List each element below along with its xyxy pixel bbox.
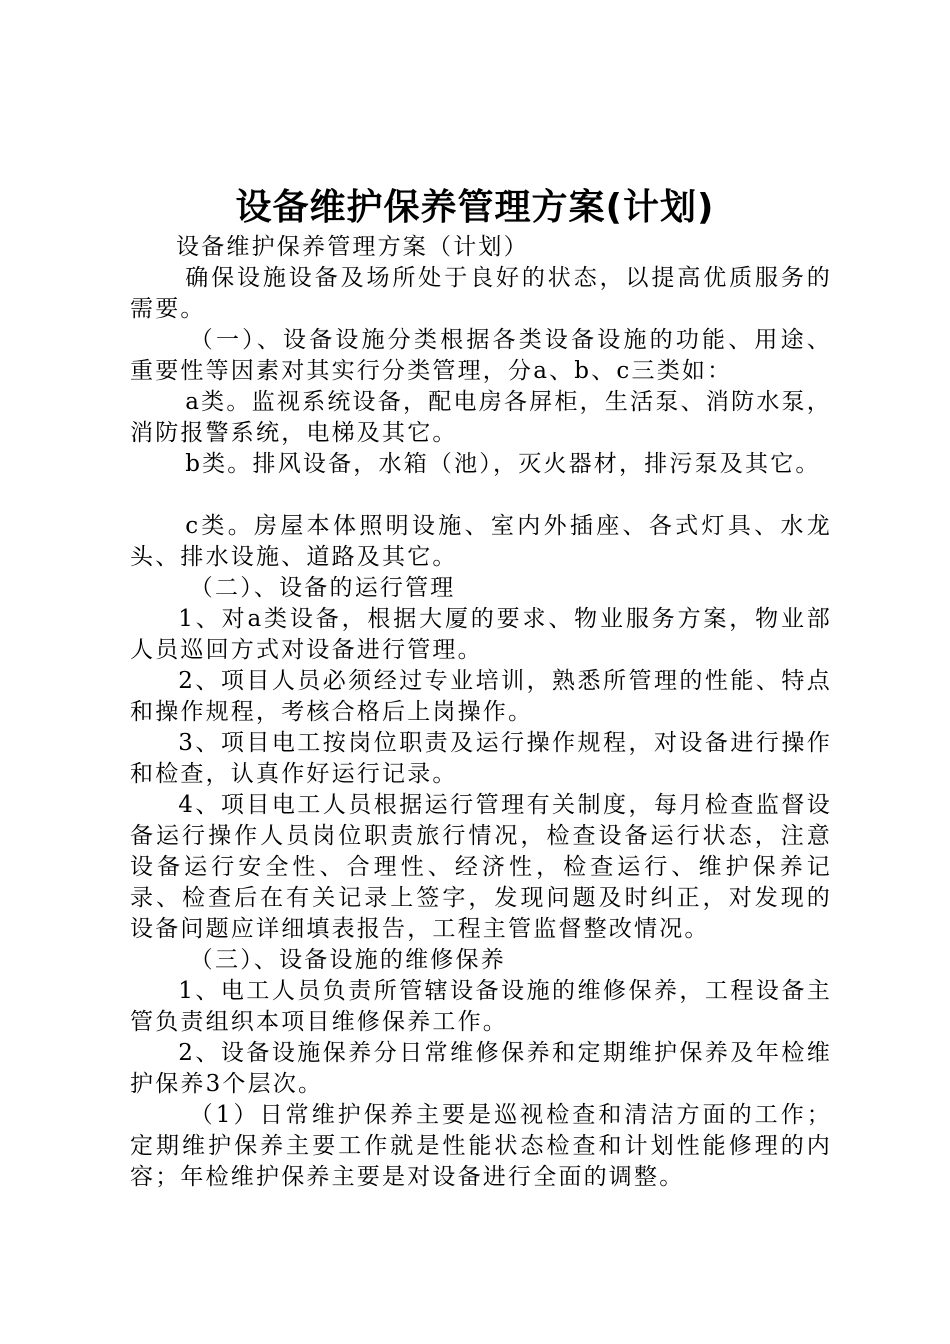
section-2-heading: （二）、设备的运行管理	[189, 575, 456, 601]
subtitle-paragraph: 设备维护保养管理方案（计划）	[176, 234, 529, 260]
intro-paragraph: 确保设施设备及场所处于良好的状态，以提高优质服务的需要。	[130, 265, 832, 322]
section-3-item-1: 1、电工人员负责所管辖设备设施的维修保养，工程设备主管负责组织本项目维修保养工作。	[130, 978, 832, 1035]
section-3-heading: （三）、设备设施的维修保养	[189, 947, 506, 973]
section-2-item-2: 2、项目人员必须经过专业培训，熟悉所管理的性能、特点和操作规程，考核合格后上岗操作。	[130, 668, 832, 725]
class-b-paragraph: b类。排风设备，水箱（池），灭火器材，排污泵及其它。	[185, 451, 821, 477]
section-2-item-4: 4、项目电工人员根据运行管理有关制度，每月检查监督设备运行操作人员岗位职责旅行情况，检查设备运行状态，注意设备运行安全性、合理性、经济性，检查运行、维护保养记录、检查后在有关记录上签字，发现问题及时纠正，对发现的设备问题应详细填表报告，工程主管监督整改情况。	[130, 792, 832, 942]
document-body	[130, 232, 832, 1193]
section-2-item-1: 1、对a类设备，根据大厦的要求、物业服务方案，物业部人员巡回方式对设备进行管理。	[130, 606, 832, 663]
document-title: 设备维护保养管理方案(计划)	[235, 187, 715, 228]
section-3-item-2: 2、设备设施保养分日常维修保养和定期维护保养及年检维护保养3个层次。	[130, 1040, 832, 1097]
class-a-paragraph: a类。监视系统设备，配电房各屏柜，生活泵、消防水泵，消防报警系统，电梯及其它。	[130, 389, 832, 446]
section-3-subitem-1: （1）日常维护保养主要是巡视检查和清洁方面的工作；定期维护保养主要工作就是性能状态检查和计划性能修理的内容；年检维护保养主要是对设备进行全面的调整。	[130, 1102, 832, 1190]
section-2-item-3: 3、项目电工按岗位职责及运行操作规程，对设备进行操作和检查，认真作好运行记录。	[130, 730, 832, 787]
class-c-paragraph: c类。房屋本体照明设施、室内外插座、各式灯具、水龙头、排水设施、道路及其它。	[130, 513, 832, 570]
section-1-heading-paragraph: （一）、设备设施分类根据各类设备设施的功能、用途、重要性等因素对其实行分类管理，分a、b、c三类如：	[130, 327, 832, 384]
